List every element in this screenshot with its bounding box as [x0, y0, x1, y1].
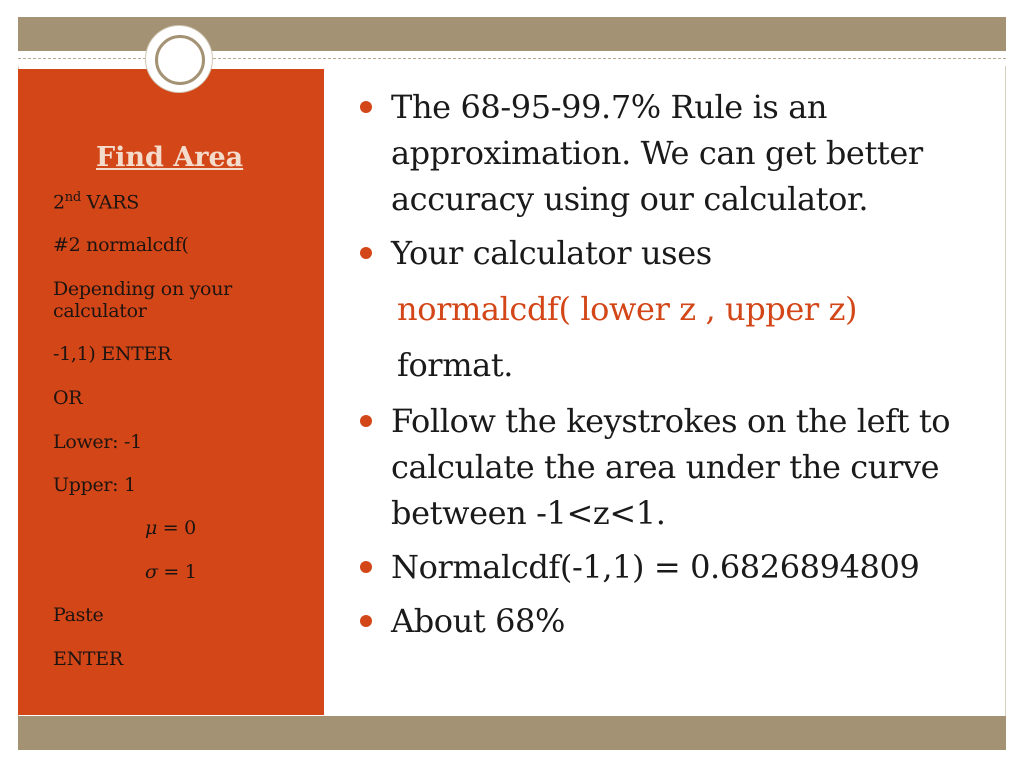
bullet-about-68 [360, 598, 1000, 644]
bullet-dot-icon [360, 247, 372, 259]
bullet-calculator-uses [360, 230, 1000, 276]
step-enter: ENTER [53, 648, 123, 670]
bullet-approximation-text: The 68-95-99.7% Rule is an approximation. We can get better accuracy using our calculator. [391, 88, 923, 218]
decorative-medallion [146, 26, 212, 92]
mu-value: = 0 [157, 517, 196, 539]
sigma-symbol: σ [145, 561, 158, 583]
format-word: format. [397, 346, 514, 384]
keystroke-sidebar [18, 69, 324, 715]
bullet-about-68-text: About 68% [391, 602, 566, 640]
step-vars-label: VARS [80, 191, 139, 214]
sidebar-title: Find Area [96, 142, 244, 173]
step-enter-bounds: -1,1) ENTER [53, 343, 172, 365]
sigma-value: = 1 [157, 561, 197, 583]
step-lower: Lower: -1 [53, 431, 142, 453]
bullet-approximation [360, 84, 1000, 222]
bullet-dot-icon [360, 561, 372, 573]
bullet-normalcdf-result-text: Normalcdf(-1,1) = 0.6826894809 [391, 548, 920, 586]
bottom-decorative-band [18, 716, 1006, 750]
step-upper: Upper: 1 [53, 474, 136, 496]
step-or: OR [53, 387, 83, 409]
step-mu [145, 517, 196, 539]
normalcdf-format: normalcdf( lower z , upper z) [397, 290, 858, 328]
step-paste: Paste [53, 604, 104, 626]
bullet-follow-keystrokes-text: Follow the keystrokes on the left to calculate the area under the curve between -1<z<1. [391, 402, 951, 532]
bullet-dot-icon [360, 415, 372, 427]
main-content [360, 84, 1000, 652]
bullet-normalcdf-result [360, 544, 1000, 590]
step-vars-superscript: nd [64, 190, 81, 205]
step-vars [53, 190, 139, 213]
bullet-follow-keystrokes [360, 398, 1000, 536]
bullet-dot-icon [360, 615, 372, 627]
bullet-calculator-uses-text: Your calculator uses [391, 234, 712, 272]
mu-symbol: μ [145, 517, 158, 539]
step-sigma [145, 561, 197, 583]
step-depending: Depending on your calculator [53, 278, 232, 322]
bullet-dot-icon [360, 101, 372, 113]
step-normalcdf: #2 normalcdf( [53, 234, 189, 256]
medallion-ring [155, 35, 205, 85]
step-vars-number: 2 [53, 191, 65, 214]
